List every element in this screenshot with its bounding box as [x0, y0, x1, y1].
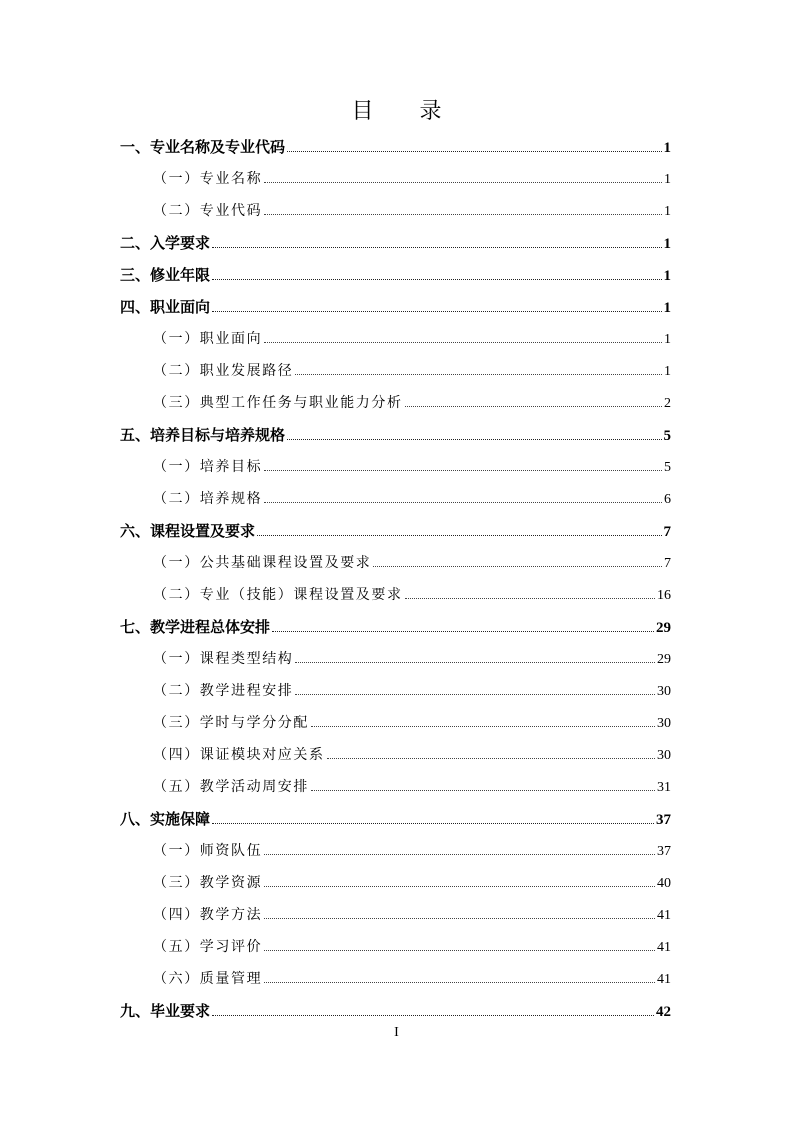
toc-entry-label: 七、教学进程总体安排 — [120, 618, 271, 636]
toc-chapter-entry[interactable] — [120, 136, 671, 160]
toc-section-entry[interactable] — [153, 200, 671, 224]
toc-entry-page: 41 — [657, 972, 671, 987]
toc-entry-label: 一、专业名称及专业代码 — [120, 138, 286, 156]
toc-entry-page: 37 — [657, 844, 671, 859]
toc-entry-page: 5 — [664, 460, 671, 475]
toc-leader-dots — [212, 247, 661, 248]
toc-entry-label: 六、课程设置及要求 — [120, 522, 256, 540]
toc-leader-dots — [212, 1015, 654, 1016]
toc-leader-dots — [264, 854, 655, 855]
toc-leader-dots — [311, 790, 655, 791]
toc-leader-dots — [405, 598, 655, 599]
toc-section-entry[interactable] — [153, 936, 671, 960]
toc-entry-page: 30 — [657, 684, 671, 699]
toc-entry-label: 二、入学要求 — [120, 234, 211, 252]
toc-entry-page: 42 — [656, 1004, 671, 1020]
toc-entry-label: （一）公共基础课程设置及要求 — [153, 555, 372, 571]
toc-entry-label: 九、毕业要求 — [120, 1002, 211, 1020]
toc-entry-label: （三）教学资源 — [153, 875, 263, 891]
toc-entry-page: 6 — [664, 492, 671, 507]
toc-leader-dots — [327, 758, 655, 759]
toc-entry-label: （二）专业代码 — [153, 203, 263, 219]
toc-chapter-entry[interactable] — [120, 264, 671, 288]
toc-leader-dots — [264, 886, 655, 887]
toc-chapter-entry[interactable] — [120, 232, 671, 256]
toc-chapter-entry[interactable] — [120, 808, 671, 832]
toc-entry-page: 2 — [664, 396, 671, 411]
toc-entry-page: 1 — [663, 140, 671, 156]
toc-entry-page: 7 — [664, 556, 671, 571]
toc-section-entry[interactable] — [153, 744, 671, 768]
toc-entry-label: 三、修业年限 — [120, 266, 211, 284]
toc-entry-label: （二）教学进程安排 — [153, 683, 294, 699]
toc-chapter-entry[interactable] — [120, 520, 671, 544]
toc-entry-label: （三）学时与学分分配 — [153, 715, 309, 731]
toc-leader-dots — [257, 535, 661, 536]
toc-entry-page: 1 — [663, 300, 671, 316]
toc-section-entry[interactable] — [153, 456, 671, 480]
toc-entry-page: 1 — [664, 364, 671, 379]
toc-entry-label: （四）课证模块对应关系 — [153, 747, 325, 763]
toc-leader-dots — [311, 726, 655, 727]
toc-entry-page: 1 — [663, 268, 671, 284]
toc-leader-dots — [212, 311, 661, 312]
toc-section-entry[interactable] — [153, 872, 671, 896]
toc-entry-page: 37 — [656, 812, 671, 828]
toc-leader-dots — [287, 439, 661, 440]
toc-section-entry[interactable] — [153, 328, 671, 352]
toc-entry-page: 40 — [657, 876, 671, 891]
toc-entry-label: （二）培养规格 — [153, 491, 263, 507]
toc-entry-page: 1 — [664, 204, 671, 219]
toc-entry-page: 7 — [663, 524, 671, 540]
toc-entry-label: （一）职业面向 — [153, 331, 263, 347]
toc-section-entry[interactable] — [153, 648, 671, 672]
toc-leader-dots — [295, 694, 655, 695]
toc-entry-page: 16 — [657, 588, 671, 603]
page-number: I — [394, 1025, 399, 1040]
toc-leader-dots — [264, 470, 662, 471]
toc-leader-dots — [264, 950, 655, 951]
toc-section-entry[interactable] — [153, 552, 671, 576]
toc-entry-label: （五）教学活动周安排 — [153, 779, 309, 795]
toc-leader-dots — [405, 406, 662, 407]
toc-section-entry[interactable] — [153, 776, 671, 800]
toc-entry-page: 5 — [663, 428, 671, 444]
toc-title — [0, 94, 793, 125]
toc-entry-page: 41 — [657, 908, 671, 923]
toc-entry-page: 31 — [657, 780, 671, 795]
toc-leader-dots — [264, 918, 655, 919]
toc-section-entry[interactable] — [153, 712, 671, 736]
toc-chapter-entry[interactable] — [120, 1000, 671, 1024]
toc-section-entry[interactable] — [153, 840, 671, 864]
toc-entry-label: （二）专业（技能）课程设置及要求 — [153, 587, 403, 603]
toc-section-entry[interactable] — [153, 360, 671, 384]
toc-entry-page: 29 — [656, 620, 671, 636]
toc-leader-dots — [264, 342, 662, 343]
toc-leader-dots — [212, 823, 654, 824]
toc-entry-page: 1 — [663, 236, 671, 252]
toc-entry-label: （一）培养目标 — [153, 459, 263, 475]
toc-entry-label: 八、实施保障 — [120, 810, 211, 828]
toc-entry-page: 1 — [664, 332, 671, 347]
toc-entry-label: （五）学习评价 — [153, 939, 263, 955]
toc-leader-dots — [272, 631, 654, 632]
toc-section-entry[interactable] — [153, 904, 671, 928]
toc-section-entry[interactable] — [153, 584, 671, 608]
toc-title-part2: 录 — [419, 99, 442, 124]
toc-entry-label: （一）专业名称 — [153, 171, 263, 187]
toc-section-entry[interactable] — [153, 488, 671, 512]
toc-leader-dots — [264, 214, 662, 215]
toc-entry-page: 41 — [657, 940, 671, 955]
toc-leader-dots — [212, 279, 661, 280]
toc-entry-page: 1 — [664, 172, 671, 187]
toc-chapter-entry[interactable] — [120, 424, 671, 448]
toc-leader-dots — [264, 502, 662, 503]
toc-chapter-entry[interactable] — [120, 616, 671, 640]
toc-entry-label: （四）教学方法 — [153, 907, 263, 923]
toc-entry-label: （一）课程类型结构 — [153, 651, 294, 667]
toc-leader-dots — [373, 566, 662, 567]
toc-entry-label: （一）师资队伍 — [153, 843, 263, 859]
toc-entry-page: 30 — [657, 748, 671, 763]
toc-entry-label: （三）典型工作任务与职业能力分析 — [153, 395, 403, 411]
toc-entry-label: 四、职业面向 — [120, 298, 211, 316]
toc-section-entry[interactable] — [153, 680, 671, 704]
toc-leader-dots — [295, 374, 662, 375]
toc-entry-label: （六）质量管理 — [153, 971, 263, 987]
toc-leader-dots — [295, 662, 655, 663]
toc-section-entry[interactable] — [153, 168, 671, 192]
toc-chapter-entry[interactable] — [120, 296, 671, 320]
toc-section-entry[interactable] — [153, 392, 671, 416]
toc-entry-label: （二）职业发展路径 — [153, 363, 294, 379]
toc-title-part1: 目 — [351, 99, 374, 124]
toc-leader-dots — [264, 982, 655, 983]
toc-entry-page: 29 — [657, 652, 671, 667]
toc-leader-dots — [287, 151, 661, 152]
toc-entry-page: 30 — [657, 716, 671, 731]
toc-leader-dots — [264, 182, 662, 183]
toc-entry-label: 五、培养目标与培养规格 — [120, 426, 286, 444]
toc-section-entry[interactable] — [153, 968, 671, 992]
